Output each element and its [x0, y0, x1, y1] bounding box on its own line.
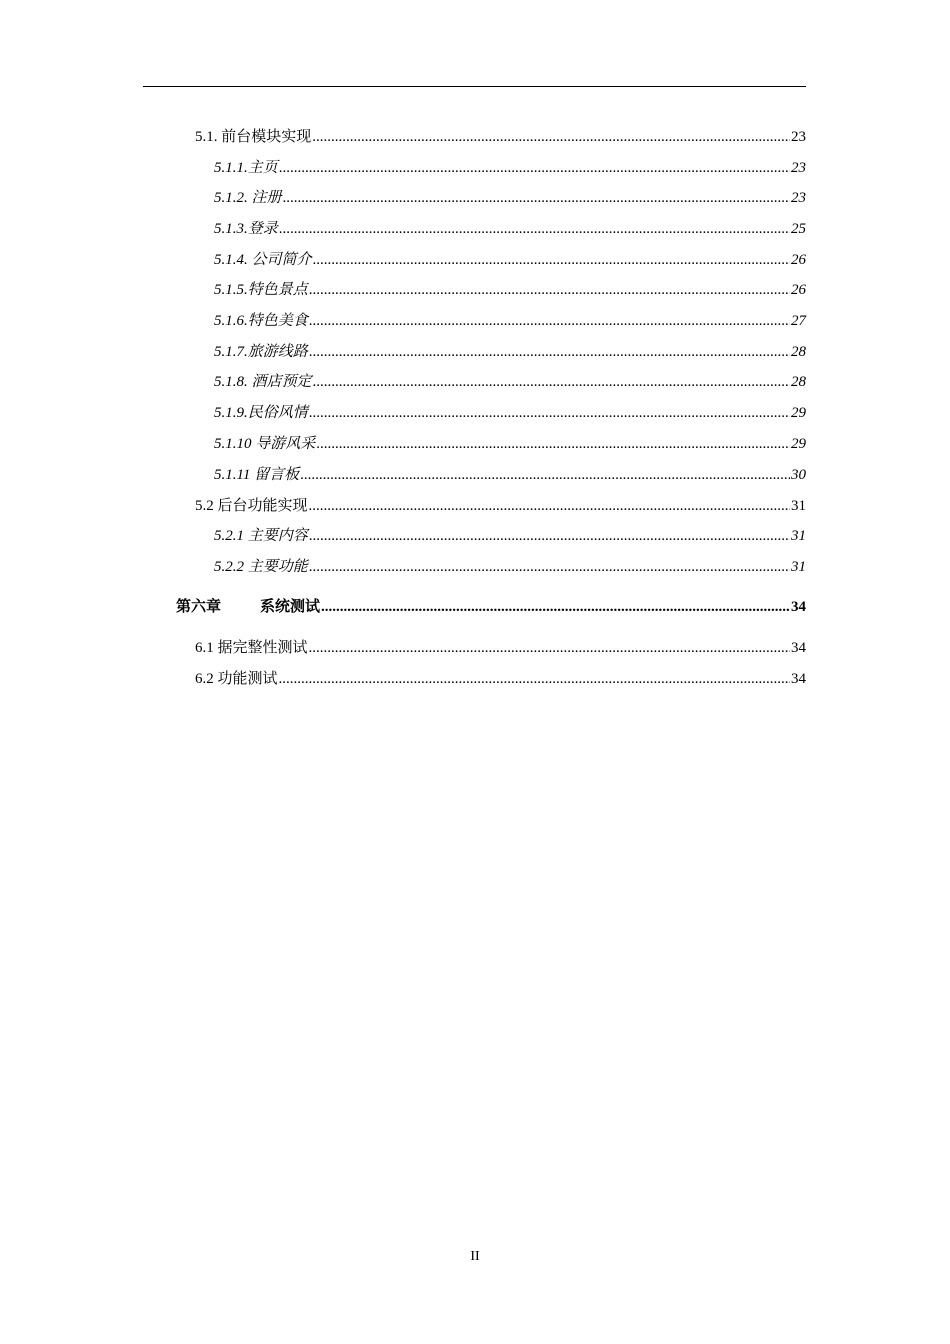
toc-dot-leader [313, 250, 790, 270]
toc-dot-leader [313, 372, 790, 392]
toc-entry-label: 5.2.2 主要功能 [214, 559, 308, 575]
toc-dot-leader [309, 342, 790, 362]
toc-chapter-number: 第六章 [176, 599, 222, 615]
toc-entry-page: 29 [791, 405, 806, 421]
toc-entry-label: 5.1.5.特色景点 [214, 282, 308, 298]
toc-entry-page: 34 [791, 671, 806, 687]
toc-entry-label: 5.1.8. 酒店预定 [214, 374, 312, 390]
toc-entry-page: 34 [791, 640, 806, 656]
toc-dot-leader [312, 127, 790, 147]
toc-dot-leader [283, 188, 790, 208]
toc-entry-chapter-6[interactable] [176, 597, 806, 617]
toc-entry-5-1-10[interactable] [214, 434, 806, 454]
toc-dot-leader [309, 496, 790, 516]
toc-entry-page: 23 [791, 190, 806, 206]
toc-entry-5-1[interactable] [195, 127, 806, 147]
toc-dot-leader [309, 557, 790, 577]
toc-entry-label: 5.1.2. 注册 [214, 190, 282, 206]
toc-entry-5-1-9[interactable] [214, 403, 806, 423]
toc-entry-5-1-4[interactable] [214, 250, 806, 270]
toc-dot-leader [309, 311, 790, 331]
toc-dot-leader [279, 669, 790, 689]
toc-entry-5-1-5[interactable] [214, 280, 806, 300]
toc-dot-leader [309, 280, 790, 300]
toc-entry-label: 5.1.1.主页 [214, 160, 278, 176]
toc-entry-label: 5.1.11 留言板 [214, 467, 300, 483]
toc-entry-page: 29 [791, 436, 806, 452]
header-rule [143, 86, 806, 87]
toc-entry-page: 34 [791, 599, 806, 615]
toc-dot-leader [309, 638, 790, 658]
toc-entry-5-2-2[interactable] [214, 557, 806, 577]
toc-entry-label: 5.2.1 主要内容 [214, 528, 308, 544]
toc-entry-label: 6.1 据完整性测试 [195, 640, 308, 656]
toc-entry-page: 31 [791, 559, 806, 575]
toc-entry-5-1-2[interactable] [214, 188, 806, 208]
toc-entry-page: 26 [791, 282, 806, 298]
toc-entry-label: 系统测试 [260, 599, 321, 615]
toc-entry-5-2-1[interactable] [214, 526, 806, 546]
toc-entry-page: 23 [791, 160, 806, 176]
toc-entry-label: 5.2 后台功能实现 [195, 498, 308, 514]
page-number: II [470, 1249, 480, 1264]
toc-dot-leader [309, 526, 790, 546]
toc-entry-6-2[interactable] [195, 669, 806, 689]
toc-dot-leader [279, 158, 790, 178]
toc-dot-leader [300, 465, 790, 485]
toc-entry-label: 5.1.4. 公司简介 [214, 252, 312, 268]
toc-entry-5-1-6[interactable] [214, 311, 806, 331]
toc-entry-page: 31 [791, 528, 806, 544]
toc-entry-6-1[interactable] [195, 638, 806, 658]
toc-entry-label: 5.1.10 导游风采 [214, 436, 316, 452]
toc-entry-5-1-7[interactable] [214, 342, 806, 362]
toc-entry-page: 23 [791, 129, 806, 145]
toc-entry-label: 6.2 功能测试 [195, 671, 278, 687]
toc-dot-leader [321, 597, 790, 617]
toc-entry-page: 28 [791, 344, 806, 360]
toc-entry-page: 27 [791, 313, 806, 329]
toc-entry-page: 31 [791, 498, 806, 514]
toc-entry-5-1-11[interactable] [214, 465, 806, 485]
toc-entry-label: 5.1.6.特色美食 [214, 313, 308, 329]
toc-entry-label: 5.1. 前台模块实现 [195, 129, 312, 145]
toc-dot-leader [316, 434, 790, 454]
toc-entry-label: 5.1.7.旅游线路 [214, 344, 308, 360]
toc-entry-5-1-8[interactable] [214, 372, 806, 392]
toc-dot-leader [279, 219, 790, 239]
toc-entry-page: 25 [791, 221, 806, 237]
toc-entry-5-1-3[interactable] [214, 219, 806, 239]
toc-entry-5-2[interactable] [195, 496, 806, 516]
toc-entry-page: 28 [791, 374, 806, 390]
toc-entry-5-1-1[interactable] [214, 158, 806, 178]
toc-entry-page: 30 [791, 467, 806, 483]
toc-dot-leader [309, 403, 790, 423]
toc-entry-page: 26 [791, 252, 806, 268]
toc-entry-label: 5.1.3.登录 [214, 221, 278, 237]
toc-entry-label: 5.1.9.民俗风情 [214, 405, 308, 421]
